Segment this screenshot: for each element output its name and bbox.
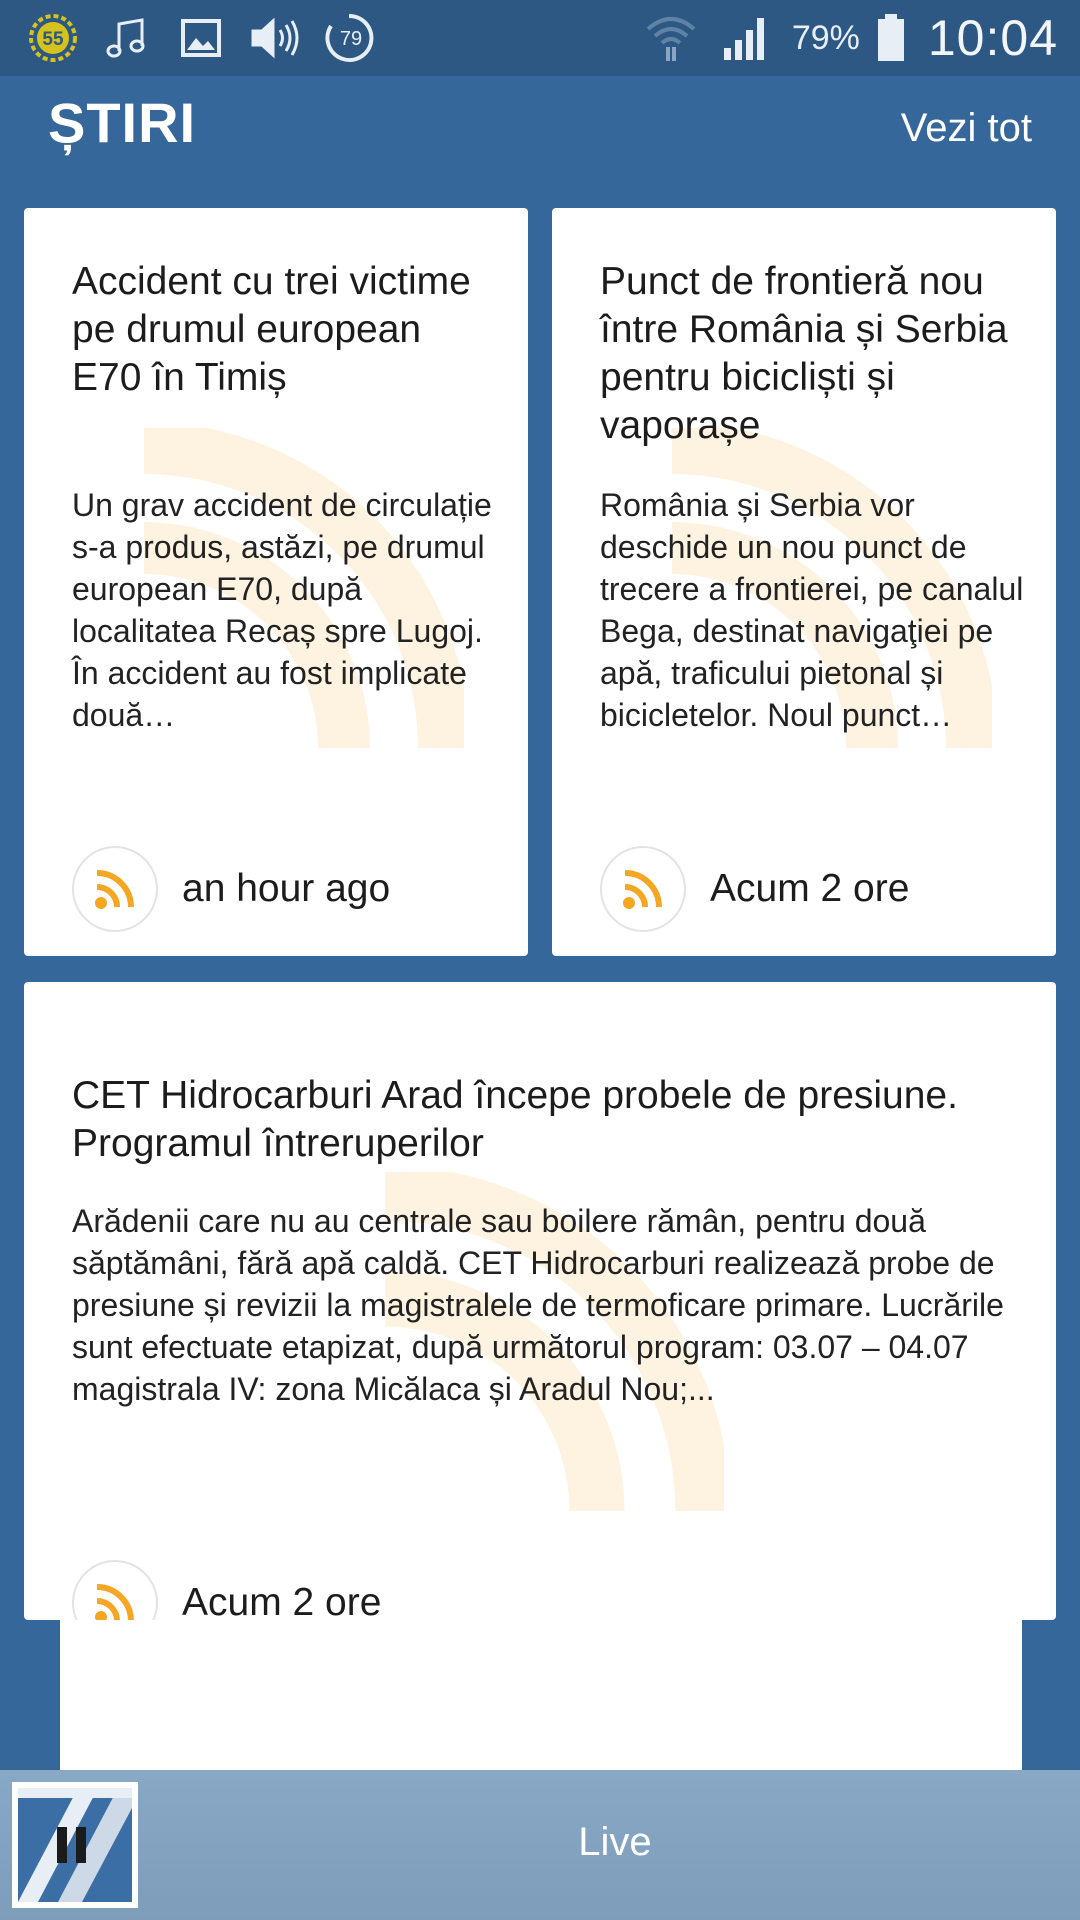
- signal-icon: [718, 11, 772, 65]
- clock: 10:04: [927, 10, 1058, 66]
- rss-icon: [93, 1581, 137, 1620]
- news-card[interactable]: [24, 208, 528, 956]
- gallery-icon: [174, 11, 228, 65]
- status-bar-right: [644, 9, 1058, 67]
- source-avatar: [600, 846, 686, 932]
- player-bar: [0, 1770, 1080, 1920]
- battery-icon: [874, 11, 908, 65]
- see-all-button[interactable]: Vezi tot: [900, 106, 1032, 150]
- ad-banner[interactable]: [60, 1620, 1022, 1770]
- data-saver-value: 79: [339, 28, 363, 50]
- article-title[interactable]: Punct de frontieră nou între România și Serbia pentru bicicliști și vaporașe: [600, 260, 1008, 447]
- rss-icon: [621, 867, 665, 911]
- notification-badge-icon: [26, 11, 80, 65]
- source-avatar: [72, 846, 158, 932]
- article-title[interactable]: CET Hidrocarburi Arad începe probele de presiune. Programul întreruperilor: [72, 1074, 958, 1165]
- article-title[interactable]: Accident cu trei victime pe drumul european E70 în Timiș: [72, 260, 471, 399]
- data-saver-icon: [322, 11, 376, 65]
- article-time: Acum 2 ore: [182, 1581, 382, 1620]
- status-bar-left: [26, 11, 376, 65]
- article-footer: [72, 1560, 381, 1620]
- section-header: [0, 76, 1080, 206]
- music-note-icon: [100, 11, 154, 65]
- notification-count: 55: [42, 29, 64, 50]
- page-title: ȘTIRI: [48, 91, 197, 154]
- status-bar: [0, 0, 1080, 76]
- article-footer: [72, 846, 390, 932]
- volume-icon: [248, 11, 302, 65]
- article-footer: [600, 846, 909, 932]
- article-summary: Un grav accident de circulație s-a produs, astăzi, pe drumul european E70, după localitatea Recaș spre Lugoj. În accident au fost implicate două…: [72, 487, 492, 733]
- article-summary: România și Serbia vor deschide un nou punct de trecere a frontierei, pe canalul Bega, destinat navigaţiei pe apă, traficului pietonal și bicicletelor. Noul punct…: [600, 487, 1024, 733]
- article-time: an hour ago: [182, 867, 391, 910]
- article-time: Acum 2 ore: [710, 867, 910, 910]
- rss-icon: [93, 867, 137, 911]
- wifi-icon: [644, 11, 698, 65]
- battery-percent: 79%: [791, 18, 860, 57]
- article-summary: Arădenii care nu au centrale sau boilere rămân, pentru două săptămâni, fără apă caldă. CET Hidrocarburi realizează probe de presiune și revizii la magistralele de termoficare primare. Lucrările sunt efectuate etapizat, după următorul program: 03.07 – 04.07 magistrala IV: zona Micălaca și Aradul Nou;...: [72, 1203, 1004, 1407]
- news-card[interactable]: [552, 208, 1056, 956]
- source-avatar: [72, 1560, 158, 1620]
- news-card[interactable]: [24, 982, 1056, 1620]
- live-label[interactable]: Live: [578, 1820, 652, 1864]
